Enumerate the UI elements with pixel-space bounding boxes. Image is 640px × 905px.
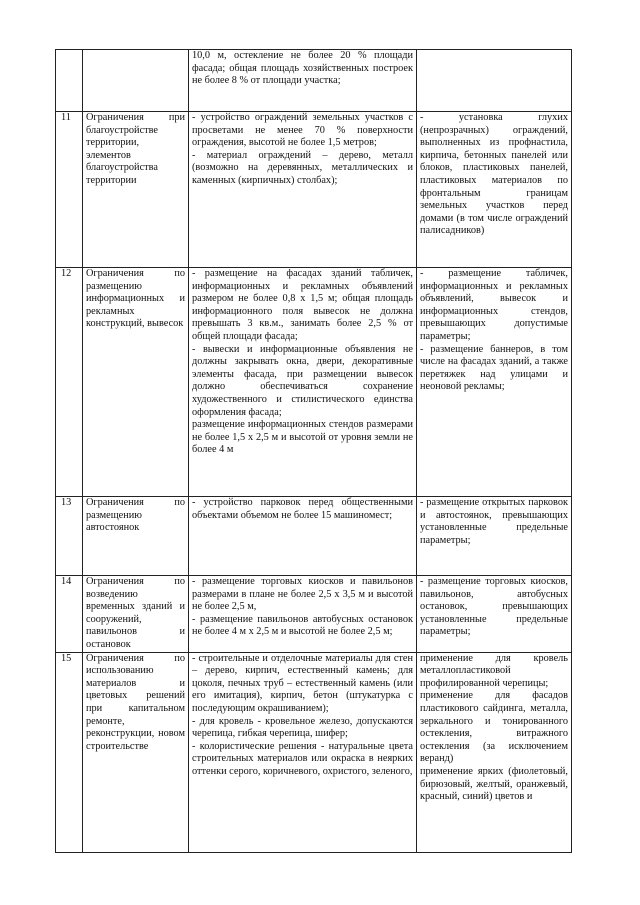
allowed-paragraph: размещение информационных стендов размерами не более 1,5 х 2,5 м и высотой от уровня земли не более 4 м: [192, 419, 413, 456]
forbidden-cell: [417, 50, 572, 112]
forbidden-cell: [417, 112, 572, 268]
allowed-paragraph: - строительные и отделочные материалы для стен – дерево, кирпич, естественный камень; для цоколя, печных труб – естественный камень (или его имитация), кирпич, бетон (штукатурка с последующим окрашиванием);: [192, 652, 413, 714]
forbidden-paragraph: - размещение баннеров, в том числе на фасадах зданий, а также перетяжек над улицами и неоновой рекламы;: [420, 343, 568, 393]
allowed-cell: [189, 50, 417, 112]
allowed-cell: [189, 268, 417, 497]
row-number: 15: [61, 652, 72, 664]
table-row: [56, 50, 572, 112]
allowed-cell: [189, 497, 417, 576]
restriction-title-cell: [83, 50, 189, 112]
allowed-cell: [189, 112, 417, 268]
allowed-cell: [189, 576, 417, 653]
forbidden-paragraph: - установка глухих (непрозрачных) ограждений, выполненных из профнастила, кирпича, бетонных панелей или блоков, пластиковых панелей, пластиковых материалов по фронтальным границам земельных участков перед домами (в том числе ограждений палисадников): [420, 112, 568, 237]
row-number: 11: [61, 112, 71, 123]
restriction-title: Ограничения по возведению временных зданий и сооружений, павильонов и остановок: [86, 576, 185, 650]
row-number-cell: [56, 112, 83, 268]
forbidden-paragraph: - размещение торговых киосков, павильонов, автобусных остановок, превышающих установленные предельные параметры;: [420, 576, 568, 638]
forbidden-paragraph: применение для кровель металлопластиковой профилированной черепицы;: [420, 652, 568, 689]
allowed-paragraph: - для кровель - кровельное железо, допускаются черепица, гибкая черепица, шифер;: [192, 715, 413, 740]
allowed-paragraph: - материал ограждений – дерево, металл (возможно на деревянных, металлических и каменных (кирпичных) столбах);: [192, 149, 413, 186]
forbidden-cell: [417, 268, 572, 497]
allowed-paragraph: - устройство ограждений земельных участков с просветами не менее 70 % поверхности ограждения, высотой не более 1,5 метров;: [192, 112, 413, 149]
allowed-paragraph: - размещение торговых киосков и павильонов размерами в плане не более 2,5 х 3,5 м и высотой не более 2,5 м,: [192, 576, 413, 613]
table-row: [56, 268, 572, 497]
allowed-paragraph: - колористические решения - натуральные цвета строительных материалов или окраска в неярких оттенки серого, коричневого, охристого, зеленого,: [192, 740, 413, 777]
row-number-cell: [56, 497, 83, 576]
forbidden-cell: [417, 497, 572, 576]
restriction-title-cell: [83, 497, 189, 576]
table-row: [56, 652, 572, 852]
allowed-cell: [189, 652, 417, 852]
row-number: 13: [61, 497, 72, 508]
restriction-title-cell: [83, 112, 189, 268]
restriction-title-cell: [83, 268, 189, 497]
allowed-paragraph: - устройство парковок перед общественными объектами объемом не более 15 машиномест;: [192, 497, 413, 521]
allowed-paragraph: - размещение на фасадах зданий табличек, информационных и рекламных объявлений размером не более 0,8 х 1,5 м; общая площадь информационного поля вывесок не должна превышать 3 кв.м., занимать более 2,5 % от общей площади фасада;: [192, 268, 413, 342]
regulations-table-page: [55, 49, 571, 853]
forbidden-paragraph: применение для фасадов пластикового сайдинга, металла, зеркального и тонированного остекления, витражного остекления (за исключением веранд): [420, 690, 568, 765]
restriction-title: Ограничения по размещению информационных и рекламных конструкций, вывесок: [86, 268, 185, 330]
row-number: 14: [61, 576, 72, 587]
allowed-paragraph: 10,0 м, остекление не более 20 % площади фасада; общая площадь хозяйственных построек не более 8 % от площади участка;: [192, 50, 413, 87]
restriction-title-cell: [83, 652, 189, 852]
forbidden-cell: [417, 576, 572, 653]
allowed-paragraph: - вывески и информационные объявления не должны закрывать окна, двери, декоративные элементы фасада, при размещении вывесок должно обеспечиваться сохранение художественного и стилистического единства оформления фасада;: [192, 343, 413, 418]
forbidden-paragraph: применение ярких (фиолетовый, бирюзовый, желтый, оранжевый, красный, синий) цветов и: [420, 765, 568, 803]
restriction-title-cell: [83, 576, 189, 653]
row-number-cell: [56, 268, 83, 497]
row-number-cell: [56, 50, 83, 112]
allowed-paragraph: - размещение павильонов автобусных остановок не более 4 м х 2,5 м и высотой не более 2,5 м;: [192, 613, 413, 638]
forbidden-cell: [417, 652, 572, 852]
restrictions-table: [55, 49, 572, 853]
row-number: 12: [61, 268, 72, 279]
restriction-title: Ограничения по размещению автостоянок: [86, 497, 185, 534]
restriction-title: Ограничения при благоустройстве территории, элементов благоустройства территории: [86, 112, 185, 186]
row-number-cell: [56, 576, 83, 653]
forbidden-paragraph: - размещение открытых парковок и автостоянок, превышающих установленные предельные параметры;: [420, 497, 568, 546]
table-row: [56, 576, 572, 653]
table-row: [56, 497, 572, 576]
row-number-cell: [56, 652, 83, 852]
table-body: [56, 50, 572, 853]
table-row: [56, 112, 572, 268]
restriction-title: Ограничения по использованию материалов и цветовых решений при капитальном ремонте, реконструкции, новом строительстве: [86, 652, 185, 752]
forbidden-paragraph: - размещение табличек, информационных и рекламных объявлений, вывесок и информационных стендов, превышающих допустимые параметры;: [420, 268, 568, 342]
